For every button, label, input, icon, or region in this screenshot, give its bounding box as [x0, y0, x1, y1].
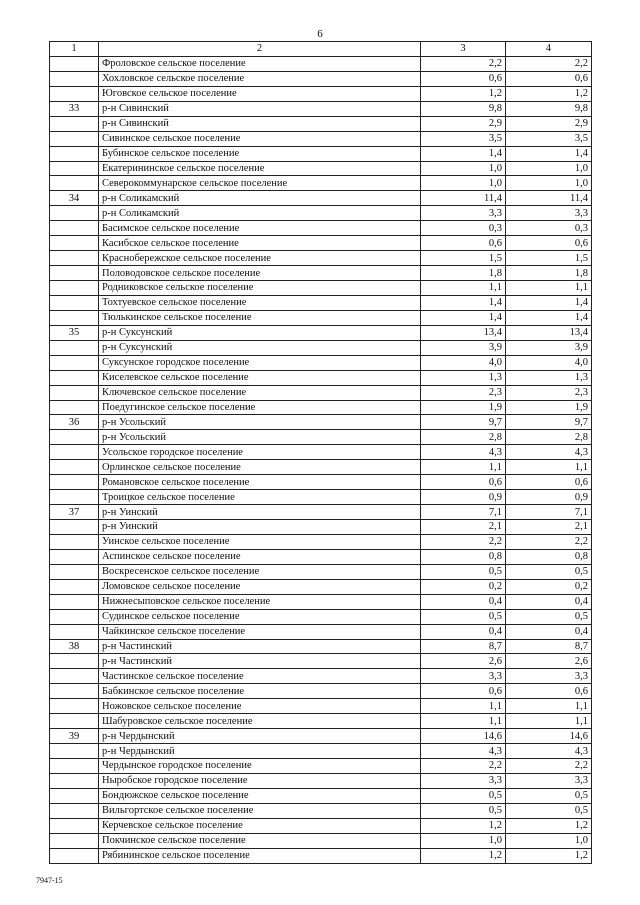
- row-value-4-cell: 2,1: [506, 520, 592, 535]
- row-number-cell: [50, 221, 99, 236]
- row-value-4-cell: 1,1: [506, 281, 592, 296]
- row-number-cell: [50, 236, 99, 251]
- row-number-cell: [50, 445, 99, 460]
- row-name-cell: Рябининское сельское поселение: [99, 848, 421, 863]
- table-row: [50, 355, 592, 370]
- row-name-cell: Покчинское сельское поселение: [99, 833, 421, 848]
- table-row: [50, 773, 592, 788]
- row-value-3-cell: 1,4: [421, 295, 506, 310]
- table-row: [50, 385, 592, 400]
- row-value-4-cell: 0,6: [506, 71, 592, 86]
- row-name-cell: Бондюжское сельское поселение: [99, 788, 421, 803]
- table-row: [50, 818, 592, 833]
- row-number-cell: [50, 759, 99, 774]
- row-name-cell: р-н Усольский: [99, 430, 421, 445]
- row-value-4-cell: 13,4: [506, 325, 592, 340]
- row-value-4-cell: 9,7: [506, 415, 592, 430]
- row-value-4-cell: 0,5: [506, 803, 592, 818]
- row-value-3-cell: 9,7: [421, 415, 506, 430]
- row-value-3-cell: 0,5: [421, 788, 506, 803]
- table-row: [50, 639, 592, 654]
- row-name-cell: Сивинское сельское поселение: [99, 131, 421, 146]
- row-name-cell: Краснобережское сельское поселение: [99, 251, 421, 266]
- row-number-cell: [50, 803, 99, 818]
- row-value-3-cell: 8,7: [421, 639, 506, 654]
- table-row: [50, 490, 592, 505]
- row-name-cell: Северокоммунарское сельское поселение: [99, 176, 421, 191]
- row-value-3-cell: 1,2: [421, 848, 506, 863]
- row-number-cell: 35: [50, 325, 99, 340]
- table-row: [50, 370, 592, 385]
- column-header-2: 2: [99, 42, 421, 57]
- row-value-3-cell: 3,5: [421, 131, 506, 146]
- row-value-4-cell: 1,5: [506, 251, 592, 266]
- row-number-cell: 38: [50, 639, 99, 654]
- row-value-3-cell: 4,3: [421, 744, 506, 759]
- row-value-3-cell: 0,5: [421, 609, 506, 624]
- row-name-cell: р-н Чердынский: [99, 729, 421, 744]
- row-number-cell: 33: [50, 101, 99, 116]
- row-value-4-cell: 1,0: [506, 176, 592, 191]
- row-value-3-cell: 13,4: [421, 325, 506, 340]
- row-value-4-cell: 2,9: [506, 116, 592, 131]
- row-number-cell: [50, 176, 99, 191]
- page-number: 6: [317, 28, 323, 40]
- row-value-3-cell: 14,6: [421, 729, 506, 744]
- row-number-cell: [50, 206, 99, 221]
- row-number-cell: [50, 714, 99, 729]
- row-value-3-cell: 1,3: [421, 370, 506, 385]
- row-value-4-cell: 1,2: [506, 818, 592, 833]
- table-row: [50, 206, 592, 221]
- row-name-cell: Поедугинское сельское поселение: [99, 400, 421, 415]
- row-value-3-cell: 1,4: [421, 310, 506, 325]
- row-name-cell: Керчевское сельское поселение: [99, 818, 421, 833]
- table-row: [50, 833, 592, 848]
- row-value-3-cell: 7,1: [421, 505, 506, 520]
- table-row: [50, 445, 592, 460]
- row-value-4-cell: 1,4: [506, 310, 592, 325]
- table-row: [50, 430, 592, 445]
- row-number-cell: [50, 848, 99, 863]
- row-name-cell: р-н Частинский: [99, 654, 421, 669]
- row-number-cell: [50, 266, 99, 281]
- row-number-cell: [50, 744, 99, 759]
- row-value-3-cell: 1,1: [421, 281, 506, 296]
- row-number-cell: [50, 594, 99, 609]
- row-name-cell: р-н Уинский: [99, 520, 421, 535]
- table-row: [50, 744, 592, 759]
- row-value-4-cell: 3,3: [506, 669, 592, 684]
- row-value-4-cell: 1,1: [506, 714, 592, 729]
- table-row: [50, 684, 592, 699]
- table-row: [50, 86, 592, 101]
- row-value-4-cell: 1,4: [506, 295, 592, 310]
- row-number-cell: [50, 490, 99, 505]
- row-value-3-cell: 1,9: [421, 400, 506, 415]
- row-number-cell: [50, 833, 99, 848]
- row-value-4-cell: 3,9: [506, 340, 592, 355]
- row-value-4-cell: 1,1: [506, 460, 592, 475]
- row-number-cell: [50, 251, 99, 266]
- row-value-3-cell: 1,0: [421, 161, 506, 176]
- row-number-cell: [50, 624, 99, 639]
- row-number-cell: [50, 430, 99, 445]
- row-name-cell: р-н Соликамский: [99, 206, 421, 221]
- row-value-4-cell: 0,5: [506, 609, 592, 624]
- row-number-cell: [50, 773, 99, 788]
- row-value-3-cell: 0,4: [421, 624, 506, 639]
- row-value-4-cell: 4,3: [506, 445, 592, 460]
- row-value-3-cell: 0,5: [421, 564, 506, 579]
- column-header-4: 4: [506, 42, 592, 57]
- table-row: [50, 759, 592, 774]
- row-name-cell: Чайкинское сельское поселение: [99, 624, 421, 639]
- data-table: [49, 41, 592, 864]
- row-value-4-cell: 3,3: [506, 773, 592, 788]
- row-name-cell: Орлинское сельское поселение: [99, 460, 421, 475]
- row-number-cell: [50, 56, 99, 71]
- row-value-3-cell: 1,1: [421, 699, 506, 714]
- row-name-cell: р-н Сивинский: [99, 116, 421, 131]
- row-value-3-cell: 3,3: [421, 773, 506, 788]
- row-name-cell: р-н Суксунский: [99, 340, 421, 355]
- row-name-cell: Бубинское сельское поселение: [99, 146, 421, 161]
- table-row: [50, 146, 592, 161]
- column-header-1: 1: [50, 42, 99, 57]
- row-value-3-cell: 2,2: [421, 759, 506, 774]
- table-row: [50, 325, 592, 340]
- row-value-4-cell: 4,3: [506, 744, 592, 759]
- row-value-3-cell: 2,1: [421, 520, 506, 535]
- row-number-cell: [50, 295, 99, 310]
- row-value-4-cell: 0,6: [506, 684, 592, 699]
- row-number-cell: [50, 699, 99, 714]
- row-value-4-cell: 0,8: [506, 549, 592, 564]
- row-name-cell: р-н Чердынский: [99, 744, 421, 759]
- row-value-4-cell: 2,2: [506, 56, 592, 71]
- row-value-3-cell: 0,6: [421, 71, 506, 86]
- table-row: [50, 236, 592, 251]
- row-number-cell: [50, 684, 99, 699]
- row-value-3-cell: 1,0: [421, 176, 506, 191]
- footer-code: 7947-15: [36, 876, 63, 885]
- table-row: [50, 340, 592, 355]
- row-value-4-cell: 9,8: [506, 101, 592, 116]
- row-name-cell: Бабкинское сельское поселение: [99, 684, 421, 699]
- row-number-cell: [50, 400, 99, 415]
- row-value-3-cell: 1,1: [421, 714, 506, 729]
- table-row: [50, 295, 592, 310]
- row-number-cell: [50, 460, 99, 475]
- row-name-cell: Киселевское сельское поселение: [99, 370, 421, 385]
- row-name-cell: р-н Частинский: [99, 639, 421, 654]
- row-number-cell: [50, 564, 99, 579]
- row-name-cell: Тюлькинское сельское поселение: [99, 310, 421, 325]
- row-name-cell: Частинское сельское поселение: [99, 669, 421, 684]
- row-name-cell: Усольское городское поселение: [99, 445, 421, 460]
- row-value-4-cell: 1,1: [506, 699, 592, 714]
- row-name-cell: Касибское сельское поселение: [99, 236, 421, 251]
- row-value-3-cell: 4,3: [421, 445, 506, 460]
- row-value-3-cell: 2,8: [421, 430, 506, 445]
- table-row: [50, 848, 592, 863]
- row-name-cell: Воскресенское сельское поселение: [99, 564, 421, 579]
- table-row: [50, 520, 592, 535]
- row-value-4-cell: 3,5: [506, 131, 592, 146]
- row-value-4-cell: 0,2: [506, 579, 592, 594]
- row-number-cell: 39: [50, 729, 99, 744]
- row-value-3-cell: 1,8: [421, 266, 506, 281]
- row-value-3-cell: 0,4: [421, 594, 506, 609]
- row-number-cell: [50, 579, 99, 594]
- row-value-3-cell: 9,8: [421, 101, 506, 116]
- table-row: [50, 251, 592, 266]
- table-row: [50, 266, 592, 281]
- row-number-cell: [50, 161, 99, 176]
- row-value-4-cell: 1,2: [506, 848, 592, 863]
- row-number-cell: [50, 475, 99, 490]
- row-name-cell: р-н Уинский: [99, 505, 421, 520]
- row-number-cell: [50, 669, 99, 684]
- table-row: [50, 191, 592, 206]
- row-value-4-cell: 1,0: [506, 833, 592, 848]
- row-name-cell: р-н Соликамский: [99, 191, 421, 206]
- table-row: [50, 475, 592, 490]
- table-row: [50, 101, 592, 116]
- row-value-4-cell: 1,0: [506, 161, 592, 176]
- row-value-4-cell: 4,0: [506, 355, 592, 370]
- row-value-4-cell: 2,6: [506, 654, 592, 669]
- table-row: [50, 161, 592, 176]
- row-value-3-cell: 2,6: [421, 654, 506, 669]
- row-value-4-cell: 1,3: [506, 370, 592, 385]
- row-value-3-cell: 1,0: [421, 833, 506, 848]
- row-number-cell: [50, 355, 99, 370]
- row-name-cell: Нижнесыповское сельское поселение: [99, 594, 421, 609]
- row-value-4-cell: 1,8: [506, 266, 592, 281]
- row-value-3-cell: 4,0: [421, 355, 506, 370]
- row-name-cell: Ключевское сельское поселение: [99, 385, 421, 400]
- row-number-cell: [50, 71, 99, 86]
- table-body: [50, 56, 592, 863]
- column-header-3: 3: [421, 42, 506, 57]
- row-value-4-cell: 0,5: [506, 788, 592, 803]
- row-name-cell: Половодовское сельское поселение: [99, 266, 421, 281]
- row-value-4-cell: 1,4: [506, 146, 592, 161]
- row-number-cell: [50, 520, 99, 535]
- row-value-4-cell: 0,5: [506, 564, 592, 579]
- row-value-4-cell: 0,9: [506, 490, 592, 505]
- row-name-cell: Уинское сельское поселение: [99, 534, 421, 549]
- table-row: [50, 400, 592, 415]
- table-row: [50, 564, 592, 579]
- table-row: [50, 221, 592, 236]
- table-row: [50, 56, 592, 71]
- row-value-4-cell: 2,2: [506, 534, 592, 549]
- row-value-3-cell: 1,2: [421, 818, 506, 833]
- table-row: [50, 116, 592, 131]
- row-value-3-cell: 3,3: [421, 669, 506, 684]
- row-value-4-cell: 8,7: [506, 639, 592, 654]
- row-name-cell: Екатерининское сельское поселение: [99, 161, 421, 176]
- row-value-3-cell: 0,8: [421, 549, 506, 564]
- row-name-cell: Ломовское сельское поселение: [99, 579, 421, 594]
- row-name-cell: Ножовское сельское поселение: [99, 699, 421, 714]
- row-value-4-cell: 14,6: [506, 729, 592, 744]
- row-number-cell: [50, 534, 99, 549]
- row-value-4-cell: 0,6: [506, 236, 592, 251]
- row-value-3-cell: 3,3: [421, 206, 506, 221]
- row-value-3-cell: 3,9: [421, 340, 506, 355]
- row-number-cell: [50, 370, 99, 385]
- row-value-4-cell: 11,4: [506, 191, 592, 206]
- table-row: [50, 654, 592, 669]
- row-value-4-cell: 0,6: [506, 475, 592, 490]
- row-name-cell: Аспинское сельское поселение: [99, 549, 421, 564]
- row-value-3-cell: 2,2: [421, 534, 506, 549]
- row-name-cell: Басимское сельское поселение: [99, 221, 421, 236]
- table-header-row: [50, 42, 592, 57]
- row-number-cell: [50, 86, 99, 101]
- row-number-cell: [50, 609, 99, 624]
- table-row: [50, 609, 592, 624]
- table-row: [50, 788, 592, 803]
- table-row: [50, 176, 592, 191]
- row-value-3-cell: 2,2: [421, 56, 506, 71]
- table-row: [50, 310, 592, 325]
- row-name-cell: р-н Сивинский: [99, 101, 421, 116]
- row-value-3-cell: 0,6: [421, 475, 506, 490]
- row-value-4-cell: 3,3: [506, 206, 592, 221]
- table-row: [50, 669, 592, 684]
- table-row: [50, 549, 592, 564]
- row-name-cell: Фроловское сельское поселение: [99, 56, 421, 71]
- row-value-4-cell: 7,1: [506, 505, 592, 520]
- table-row: [50, 505, 592, 520]
- row-value-3-cell: 0,9: [421, 490, 506, 505]
- row-name-cell: Ныробское городское поселение: [99, 773, 421, 788]
- row-value-3-cell: 1,2: [421, 86, 506, 101]
- table-row: [50, 131, 592, 146]
- row-value-4-cell: 2,8: [506, 430, 592, 445]
- table-row: [50, 803, 592, 818]
- row-value-3-cell: 0,6: [421, 684, 506, 699]
- row-name-cell: Родниковское сельское поселение: [99, 281, 421, 296]
- row-value-3-cell: 11,4: [421, 191, 506, 206]
- row-name-cell: р-н Суксунский: [99, 325, 421, 340]
- row-value-4-cell: 2,2: [506, 759, 592, 774]
- row-name-cell: Троицкое сельское поселение: [99, 490, 421, 505]
- row-name-cell: Романовское сельское поселение: [99, 475, 421, 490]
- row-value-4-cell: 0,4: [506, 624, 592, 639]
- row-number-cell: [50, 818, 99, 833]
- table-row: [50, 534, 592, 549]
- row-number-cell: [50, 146, 99, 161]
- row-number-cell: 34: [50, 191, 99, 206]
- row-value-4-cell: 0,4: [506, 594, 592, 609]
- row-name-cell: Вильгортское сельское поселение: [99, 803, 421, 818]
- row-number-cell: [50, 281, 99, 296]
- table-row: [50, 460, 592, 475]
- row-number-cell: [50, 788, 99, 803]
- row-name-cell: р-н Усольский: [99, 415, 421, 430]
- row-value-3-cell: 0,5: [421, 803, 506, 818]
- row-name-cell: Чердынское городское поселение: [99, 759, 421, 774]
- row-value-4-cell: 1,2: [506, 86, 592, 101]
- table-row: [50, 415, 592, 430]
- table-row: [50, 71, 592, 86]
- row-name-cell: Хохловское сельское поселение: [99, 71, 421, 86]
- row-number-cell: [50, 549, 99, 564]
- row-value-4-cell: 0,3: [506, 221, 592, 236]
- row-number-cell: [50, 116, 99, 131]
- row-value-3-cell: 0,3: [421, 221, 506, 236]
- row-value-3-cell: 1,4: [421, 146, 506, 161]
- row-name-cell: Судинское сельское поселение: [99, 609, 421, 624]
- row-name-cell: Тохтуевское сельское поселение: [99, 295, 421, 310]
- row-number-cell: [50, 654, 99, 669]
- table-row: [50, 714, 592, 729]
- row-number-cell: [50, 385, 99, 400]
- row-value-3-cell: 2,3: [421, 385, 506, 400]
- row-value-4-cell: 2,3: [506, 385, 592, 400]
- row-value-3-cell: 1,5: [421, 251, 506, 266]
- row-value-4-cell: 1,9: [506, 400, 592, 415]
- row-number-cell: [50, 131, 99, 146]
- table-row: [50, 594, 592, 609]
- row-name-cell: Юговское сельское поселение: [99, 86, 421, 101]
- table-row: [50, 624, 592, 639]
- row-value-3-cell: 0,2: [421, 579, 506, 594]
- table-row: [50, 729, 592, 744]
- row-number-cell: [50, 310, 99, 325]
- table-row: [50, 281, 592, 296]
- row-number-cell: 37: [50, 505, 99, 520]
- row-number-cell: [50, 340, 99, 355]
- row-name-cell: Шабуровское сельское поселение: [99, 714, 421, 729]
- row-value-3-cell: 1,1: [421, 460, 506, 475]
- row-name-cell: Суксунское городское поселение: [99, 355, 421, 370]
- table-row: [50, 699, 592, 714]
- table-row: [50, 579, 592, 594]
- row-value-3-cell: 0,6: [421, 236, 506, 251]
- row-value-3-cell: 2,9: [421, 116, 506, 131]
- row-number-cell: 36: [50, 415, 99, 430]
